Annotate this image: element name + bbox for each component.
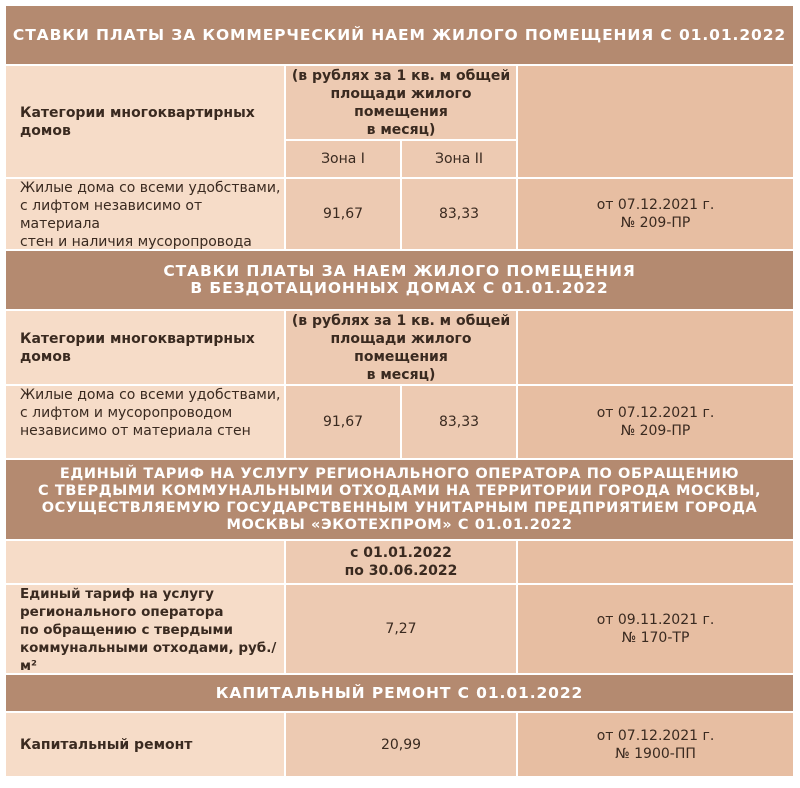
section2-unit-header xyxy=(286,311,516,384)
section3-period-header xyxy=(286,541,516,583)
row-label-line: Жилые дома со всеми удобствами, xyxy=(20,180,281,196)
section3-title-line: С ТВЕРДЫМИ КОММУНАЛЬНЫМИ ОТХОДАМИ НА ТЕРРИТОРИИ ГОРОДА МОСКВЫ, xyxy=(37,482,762,499)
section1-unit-header xyxy=(286,66,516,139)
section4-title-text: КАПИТАЛЬНЫЙ РЕМОНТ С 01.01.2022 xyxy=(215,683,584,702)
section3-decree-header xyxy=(518,541,793,583)
section3-title xyxy=(6,460,793,539)
decree-date: от 09.11.2021 г. xyxy=(596,612,715,628)
section4-value xyxy=(286,713,516,776)
row-label-line: по обращению с твердыми xyxy=(20,622,233,638)
decree-date: от 07.12.2021 г. xyxy=(596,727,715,744)
decree-date: от 07.12.2021 г. xyxy=(596,405,715,421)
zone1-value-text: 91,67 xyxy=(322,206,364,222)
section2-row-label xyxy=(6,386,284,458)
section1-row-label xyxy=(6,179,284,249)
section1-zone1-value xyxy=(286,179,400,249)
period-end: по 30.06.2022 xyxy=(344,563,458,579)
section1-category-header xyxy=(6,66,284,177)
zone1-header xyxy=(286,141,400,177)
section2-decree-header xyxy=(518,311,793,384)
section1-title-text: СТАВКИ ПЛАТЫ ЗА КОММЕРЧЕСКИЙ НАЕМ ЖИЛОГО ПОМЕЩЕНИЯ С 01.01.2022 xyxy=(12,25,787,44)
section2-value1 xyxy=(286,386,400,458)
tariff-value-text: 7,27 xyxy=(385,621,417,637)
section3-row-label xyxy=(6,585,284,673)
unit-header-line: площади жилого помещения xyxy=(330,330,472,365)
section2-category-header-text: Категории многоквартирных домов xyxy=(20,330,255,365)
zone1-header-text: Зона I xyxy=(321,151,365,167)
decree-number: № 209-ПР xyxy=(620,423,691,439)
section1-decree-header xyxy=(518,66,793,177)
decree-number: № 1900-ПП xyxy=(615,745,696,762)
section3-title-line: ОСУЩЕСТВЛЯЕМУЮ ГОСУДАРСТВЕННЫМ УНИТАРНЫМ ПРЕДПРИЯТИЕМ ГОРОДА xyxy=(41,499,758,516)
section3-blank-header xyxy=(6,541,284,583)
row-label-line: стен и наличия мусоропровода xyxy=(20,234,252,250)
row-label-text: Капитальный ремонт xyxy=(20,736,193,753)
capital-repair-value-text: 20,99 xyxy=(380,736,422,753)
zone2-header-text: Зона II xyxy=(435,151,483,167)
section1-title xyxy=(6,6,793,64)
section1-decree xyxy=(518,179,793,249)
row-label-line: с лифтом и мусоропроводом xyxy=(20,405,233,421)
unit-header-line: площади жилого помещения xyxy=(330,85,472,120)
row-label-line: коммунальными отходами, руб./м² xyxy=(20,640,277,674)
decree-number: № 209-ПР xyxy=(620,215,691,231)
section2-category-header xyxy=(6,311,284,384)
section1-category-header-text: Категории многоквартирных домов xyxy=(20,104,255,139)
row-label-line: Жилые дома со всеми удобствами, xyxy=(20,387,281,403)
decree-number: № 170-ТР xyxy=(621,630,690,646)
zone2-value-text: 83,33 xyxy=(438,206,480,222)
section3-title-line: МОСКВЫ «ЭКОТЕХПРОМ» С 01.01.2022 xyxy=(226,516,573,533)
section2-decree xyxy=(518,386,793,458)
zone2-header xyxy=(402,141,516,177)
section4-decree xyxy=(518,713,793,776)
unit-header-line: (в рублях за 1 кв. м общей xyxy=(291,312,511,329)
unit-header-line: в месяц) xyxy=(366,366,436,383)
decree-date: от 07.12.2021 г. xyxy=(596,197,715,213)
value1-text: 91,67 xyxy=(322,414,364,430)
section2-title xyxy=(6,251,793,309)
value2-text: 83,33 xyxy=(438,414,480,430)
row-label-line: регионального оператора xyxy=(20,604,224,620)
section3-value xyxy=(286,585,516,673)
unit-header-line: (в рублях за 1 кв. м общей xyxy=(291,67,511,84)
section2-title-line: СТАВКИ ПЛАТЫ ЗА НАЕМ ЖИЛОГО ПОМЕЩЕНИЯ xyxy=(163,262,636,280)
section1-zone2-value xyxy=(402,179,516,249)
section3-title-line: ЕДИНЫЙ ТАРИФ НА УСЛУГУ РЕГИОНАЛЬНОГО ОПЕРАТОРА ПО ОБРАЩЕНИЮ xyxy=(59,465,740,482)
section3-decree xyxy=(518,585,793,673)
period-start: с 01.01.2022 xyxy=(350,545,452,561)
row-label-line: Единый тариф на услугу xyxy=(20,586,214,602)
unit-header-line: в месяц) xyxy=(366,121,436,138)
row-label-line: с лифтом независимо от материала xyxy=(20,198,203,232)
section4-row-label xyxy=(6,713,284,776)
section2-title-line: В БЕЗДОТАЦИОННЫХ ДОМАХ С 01.01.2022 xyxy=(190,279,609,297)
row-label-line: независимо от материала стен xyxy=(20,423,251,439)
section4-title xyxy=(6,675,793,711)
section2-value2 xyxy=(402,386,516,458)
